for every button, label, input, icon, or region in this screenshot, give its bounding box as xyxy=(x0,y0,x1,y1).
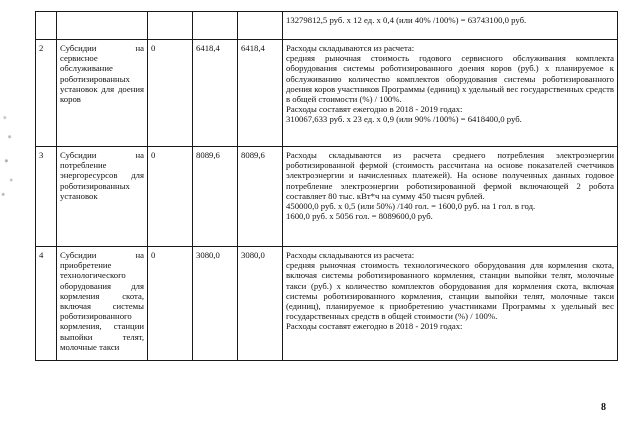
value-cell-c: 6418,4 xyxy=(238,40,283,147)
calculation-line: Расходы составят ежегодно в 2018 - 2019 годах: xyxy=(286,104,463,115)
subsidy-name-cell: Субсидии на приобретение технологического оборудования для кормления скота, включая системы роботизированного кормления, станции выпойки телят, молочные такси xyxy=(57,247,148,361)
value-cell-a: 0 xyxy=(148,247,193,361)
page-number: 8 xyxy=(601,402,606,413)
value-cell-b: 3080,0 xyxy=(193,247,238,361)
value-cell-b xyxy=(193,12,238,40)
calculation-line: 450000,0 руб. х 0,5 (или 50%) /140 гол. = 1600,0 руб. на 1 гол. в год. xyxy=(286,201,536,212)
calculation-line: Расходы составят ежегодно в 2018 - 2019 годах: xyxy=(286,321,463,332)
calculation-cell xyxy=(283,247,618,361)
calculation-cell xyxy=(283,40,618,147)
row-number-cell: 2 xyxy=(36,40,57,147)
value-cell-b: 6418,4 xyxy=(193,40,238,147)
value-cell-a xyxy=(148,12,193,40)
value-cell-a: 0 xyxy=(148,147,193,247)
value-cell-c: 8089,6 xyxy=(238,147,283,247)
calculation-line: 310067,633 руб. х 23 ед. х 0,9 (или 90% /100%) = 6418400,0 руб. xyxy=(286,114,522,125)
scan-artifact xyxy=(0,108,16,204)
calculation-line: 1600,0 руб. х 5056 гол. = 8089600,0 руб. xyxy=(286,211,433,222)
calculation-line: Расходы складываются из расчета: xyxy=(286,43,415,53)
row-number-cell: 3 xyxy=(36,147,57,247)
subsidy-calculation-table xyxy=(35,11,618,361)
table-row xyxy=(36,12,618,40)
calculation-line: Расходы складываются из расчета: xyxy=(286,250,415,260)
calculation-line: Расходы складываются из расчета среднего потребления электроэнергии роботизированной фермой (стоимость рассчитана на основе показателей счетчиков электроэнергии и начисленных платежей). На основе полученных данных годовое потребление электроэнергии роботизированной фермой включающей 2 робота составляет 80 тыс. кВт*ч на сумму 450 тысяч рублей. xyxy=(286,150,614,201)
value-cell-b: 8089,6 xyxy=(193,147,238,247)
calculation-cell xyxy=(283,12,618,40)
subsidy-name-cell: Субсидии на сервисное обслуживание роботизированных установок для доения коров xyxy=(57,40,148,147)
subsidy-name-cell: Субсидии на потребление энергоресурсов для роботизированных установок xyxy=(57,147,148,247)
subsidy-name-cell xyxy=(57,12,148,40)
value-cell-c xyxy=(238,12,283,40)
value-cell-c: 3080,0 xyxy=(238,247,283,361)
calculation-line: средняя рыночная стоимость технологического оборудования для кормления скота, включая системы роботизированного кормления, станции выпойки телят, молочные такси (руб.) х количество комплектов оборудования для кормления скота, включая системы роботизированного кормления, станции выпойки телят, молочные такси (единиц), планируемое к приобретению участниками Программы х удельный вес государственных средств в общей стоимости (%) / 100%. xyxy=(286,260,614,322)
table-row xyxy=(36,40,618,147)
calculation-line: средняя рыночная стоимость годового сервисного обслуживания комплекта оборудования системы роботизированного доения коров (руб.) х планируемое к обслуживанию количество комплектов оборудования системы роботизированного доения коров участников Программы (единиц) х удельный вес государственных средств в общей стоимости (%) / 100%. xyxy=(286,53,614,105)
table-row xyxy=(36,147,618,247)
calculation-line: 13279812,5 руб. х 12 ед. х 0,4 (или 40% /100%) = 63743100,0 руб. xyxy=(286,15,527,25)
row-number-cell: 4 xyxy=(36,247,57,361)
table-row xyxy=(36,247,618,361)
row-number-cell xyxy=(36,12,57,40)
value-cell-a: 0 xyxy=(148,40,193,147)
calculation-cell xyxy=(283,147,618,247)
